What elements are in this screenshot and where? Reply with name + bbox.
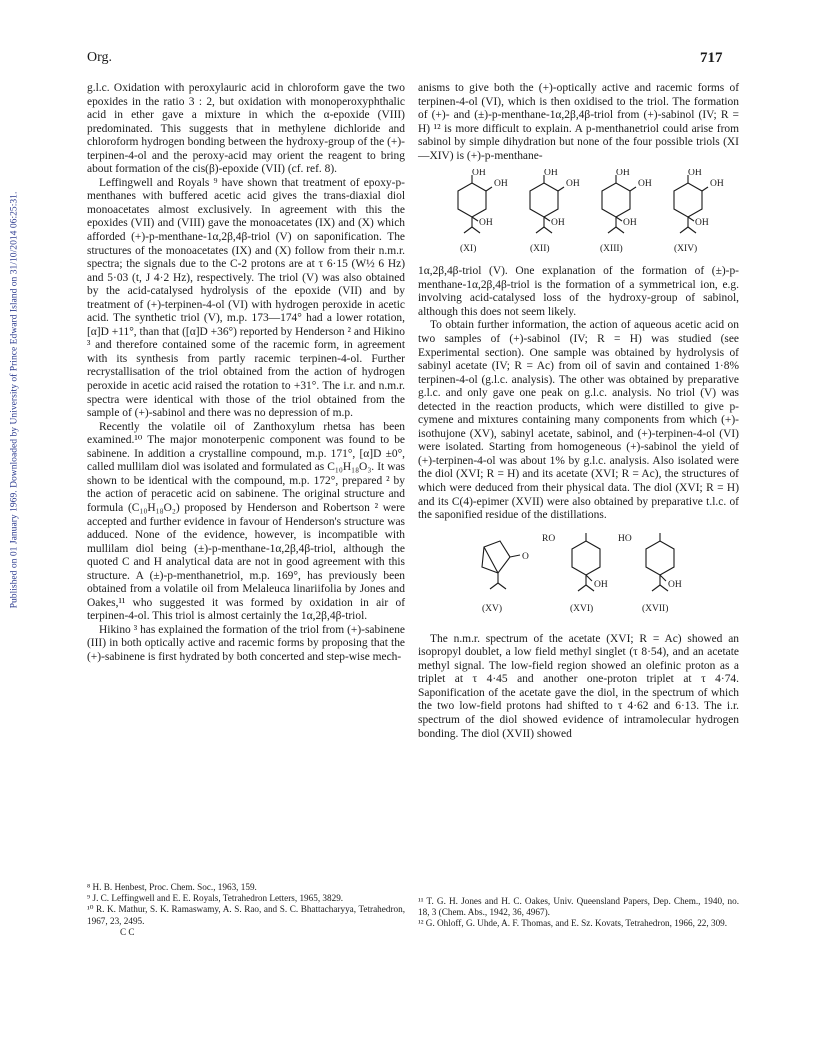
label-xi: (XI)	[460, 244, 477, 255]
xvii-oh: OH	[668, 579, 682, 590]
paragraph: Recently the volatile oil of Zanthoxylum rhetsa has been examined.¹⁰ The major monoterpenic component was found to be sabinene. In addition a crystalline compound, m.p. 171°, [α]D ±0°, called mullilam diol was isolated and formulated as C₁₀H₁₈O₃. It was shown to be identical with the compound, m.p. 172°, prepared ² by the action of peracetic acid on sabinene. The original structure and formula (C₁₀H₁₈O₂) proposed by Henderson and Robertson ² were accepted and further evidence in favour of Henderson's structure was adduced. None of the evidence, however, is incompatible with mullilam diol being (±)-p-menthane-1α,2β,4β-triol, although the quoted C and H analytical data are not in good agreement with this structure. A (±)-p-menthanetriol, m.p. 169°, has previously been obtained from a volatile oil from Melaleuca linariifolia by Jones and Oakes,¹¹ who suggested it was formed by oxidation in air of terpinen-4-ol. This triol is almost certainly the 1α,2β,4β-triol.	[87, 420, 405, 623]
xii-side-oh: OH	[566, 179, 580, 190]
footnote: ¹² G. Ohloff, G. Uhde, A. F. Thomas, and E. Sz. Kovats, Tetrahedron, 1966, 22, 309.	[418, 918, 728, 929]
side-note-text[interactable]: Published on 01 January 1969. Downloaded by University of Prince Edward Island on 31/10/2014 06:25:31.	[8, 191, 20, 609]
xiv-top-oh: OH	[688, 169, 702, 179]
paragraph: Leffingwell and Royals ⁹ have shown that treatment of epoxy-p-menthanes with buffered acetic acid gives the trans-diaxial diol monoacetates almost exclusively. In agreement with this the epoxides (VII) and (VIII) gave the monoacetates (IX) and (X) which afforded (+)-p-menthane-1α,2β,4β-triol (V) on saponification. The structures of the monoacetates (IX) and (X) follow from their n.m.r. spectra; the signals due to the C-2 protons are at τ 6·15 (W½ 6 Hz) and 5·03 (t, J 4·2 Hz), respectively. The triol (V) was also obtained by the acid-catalysed hydrolysis of the epoxide (VII) and by treatment of (+)-terpinen-4-ol (VI) with hydrogen peroxide in acetic acid. The synthetic triol (V), m.p. 173—174° had a lower rotation, [α]D +11°, than that ([α]D +36°) reported by Henderson ² and Hikino ³ and therefore contained some of the racemic form, in agreement with its synthesis from partly racemic terpinen-4-ol. Further recrystallisation of the triol obtained from the action of hydrogen peroxide in acetic acid raised the rotation to +31°. The i.r. and n.m.r. spectra were identical with those of the triol obtained from the sample of (+)-sabinol and there was no depression of m.p.	[87, 176, 405, 420]
xiii-top-oh: OH	[616, 169, 630, 179]
xv-carbonyl: O	[522, 551, 529, 562]
structure-diagram-2	[418, 529, 739, 629]
left-column	[87, 82, 405, 665]
page-number: 717	[700, 50, 723, 66]
paragraph: 1α,2β,4β-triol (V). One explanation of the formation of (±)-p-menthane-1α,2β,4β-triol is the formation of a symmetrical ion, e.g. involving acid-catalysed loss of the hydroxy-group of sabinol, although this does not seem likely.	[418, 265, 739, 318]
xvi-ro: RO	[542, 533, 556, 544]
xiv-bottom-oh: OH	[695, 218, 709, 229]
label-xiv: (XIV)	[674, 244, 698, 255]
xvi-oh: OH	[594, 579, 608, 590]
cc-mark: C C	[120, 926, 135, 937]
structure-diagram-1	[418, 169, 739, 261]
paragraph: g.l.c. Oxidation with peroxylauric acid in chloroform gave the two epoxides in the ratio 3 : 2, but oxidation with monoperoxyphthalic acid in ether gave a mixture in which the α-epoxide (VIII) predominated. This suggests that in methylene dichloride and chloroform hydrogen bonding between the hydroxy-group of the (+)-terpinen-4-ol and the peroxy-acid may orient the reagent to bring about formation of the cis(β)-epoxide (VII) (cf. ref. 8).	[87, 82, 405, 176]
label-xv: (XV)	[482, 603, 503, 614]
xiii-bottom-oh: OH	[623, 218, 637, 229]
xii-bottom-oh: OH	[551, 218, 565, 229]
footnote: ¹⁰ R. K. Mathur, S. K. Ramaswamy, A. S. Rao, and S. C. Bhattacharyya, Tetrahedron, 1967, 23, 2495.	[87, 904, 405, 926]
xii-top-oh: OH	[544, 169, 558, 179]
paragraph: anisms to give both the (+)-optically active and racemic forms of terpinen-4-ol (VI), which is then oxidised to the triol. The formation of (+)- and (±)-p-menthane-1α,2β,4β-triol from (+)-sabinol (IV; R = H) ¹² is more difficult to explain. A p-menthanetriol could arise from sabinol by simple dihydration but none of the four possible triols (XI—XIV) is (+)-p-menthane-	[418, 82, 739, 162]
footnote: ⁸ H. B. Henbest, Proc. Chem. Soc., 1963, 159.	[87, 882, 257, 892]
structures-xv-xvii	[418, 529, 739, 629]
publication-side-note	[6, 110, 22, 690]
structures-xi-xiv	[418, 169, 739, 261]
xiii-side-oh: OH	[638, 179, 652, 190]
right-column	[418, 82, 739, 741]
label-xiii: (XIII)	[600, 244, 623, 255]
xi-top-oh: OH	[472, 169, 486, 179]
label-xvii: (XVII)	[642, 603, 669, 614]
label-xii: (XII)	[530, 244, 550, 255]
xi-side-oh: OH	[494, 179, 508, 190]
footnote: ⁹ J. C. Leffingwell and E. E. Royals, Tetrahedron Letters, 1965, 3829.	[87, 893, 344, 904]
xiv-side-oh: OH	[710, 179, 724, 190]
left-footnotes	[87, 882, 405, 938]
paragraph: To obtain further information, the action of aqueous acetic acid on two samples of (+)-sabinol (IV; R = H) was studied (see Experimental section). One sample was obtained by hydrolysis of sabinyl acetate (IV; R = Ac) from oil of savin and contained 1·8% terpinen-4-ol (g.l.c. analysis). The other was obtained by preparative g.l.c. and only gave one peak on g.l.c. analysis. No triol (V) was detected in the reaction products, which were distilled to give p-cymene and mixtures containing many components from which (+)-isothujone (XV), sabinyl acetate, sabinol, and (+)-terpinen-4-ol (VI) were isolated. Starting from homogeneous (+)-sabinol the yield of (+)-terpinen-4-ol was about 1% by g.l.c. analysis. Also isolated were the diol (XVI; R = H) and its acetate (XVI; R = Ac), the structures of which were deduced from their physical data. The diol (XVI; R = H) and its C(4)-epimer (XVII) were also obtained by preparative t.l.c. of the saponified residue of the distillations.	[418, 319, 739, 522]
footnote: ¹¹ T. G. H. Jones and H. C. Oakes, Univ. Queensland Papers, Dep. Chem., 1940, no. 18, 3 (Chem. Abs., 1942, 36, 4967).	[418, 896, 739, 918]
xi-bottom-oh: OH	[479, 218, 493, 229]
paragraph: The n.m.r. spectrum of the acetate (XVI; R = Ac) showed an isopropyl doublet, a low field methyl singlet (τ 8·54), and an acetate methyl signal. The low-field region showed an olefinic proton as a triplet at τ 4·45 and another one-proton triplet at τ 4·74. Saponification of the acetate gave the diol, in the spectrum of which the two low-field protons had shifted to τ 4·62 and 6·13. The i.r. spectrum of the diol showed evidence of intramolecular hydrogen bonding. The diol (XVII) showed	[418, 632, 739, 740]
paragraph: Hikino ³ has explained the formation of the triol from (+)-sabinene (III) in both optically active and racemic forms by proposing that the (+)-sabinene is first hydrated by both concerted and step-wise mech-	[87, 623, 405, 663]
right-footnotes	[418, 896, 739, 930]
journal-name: Org.	[87, 50, 113, 65]
label-xvi: (XVI)	[570, 603, 594, 614]
xvii-ho: HO	[618, 533, 632, 544]
